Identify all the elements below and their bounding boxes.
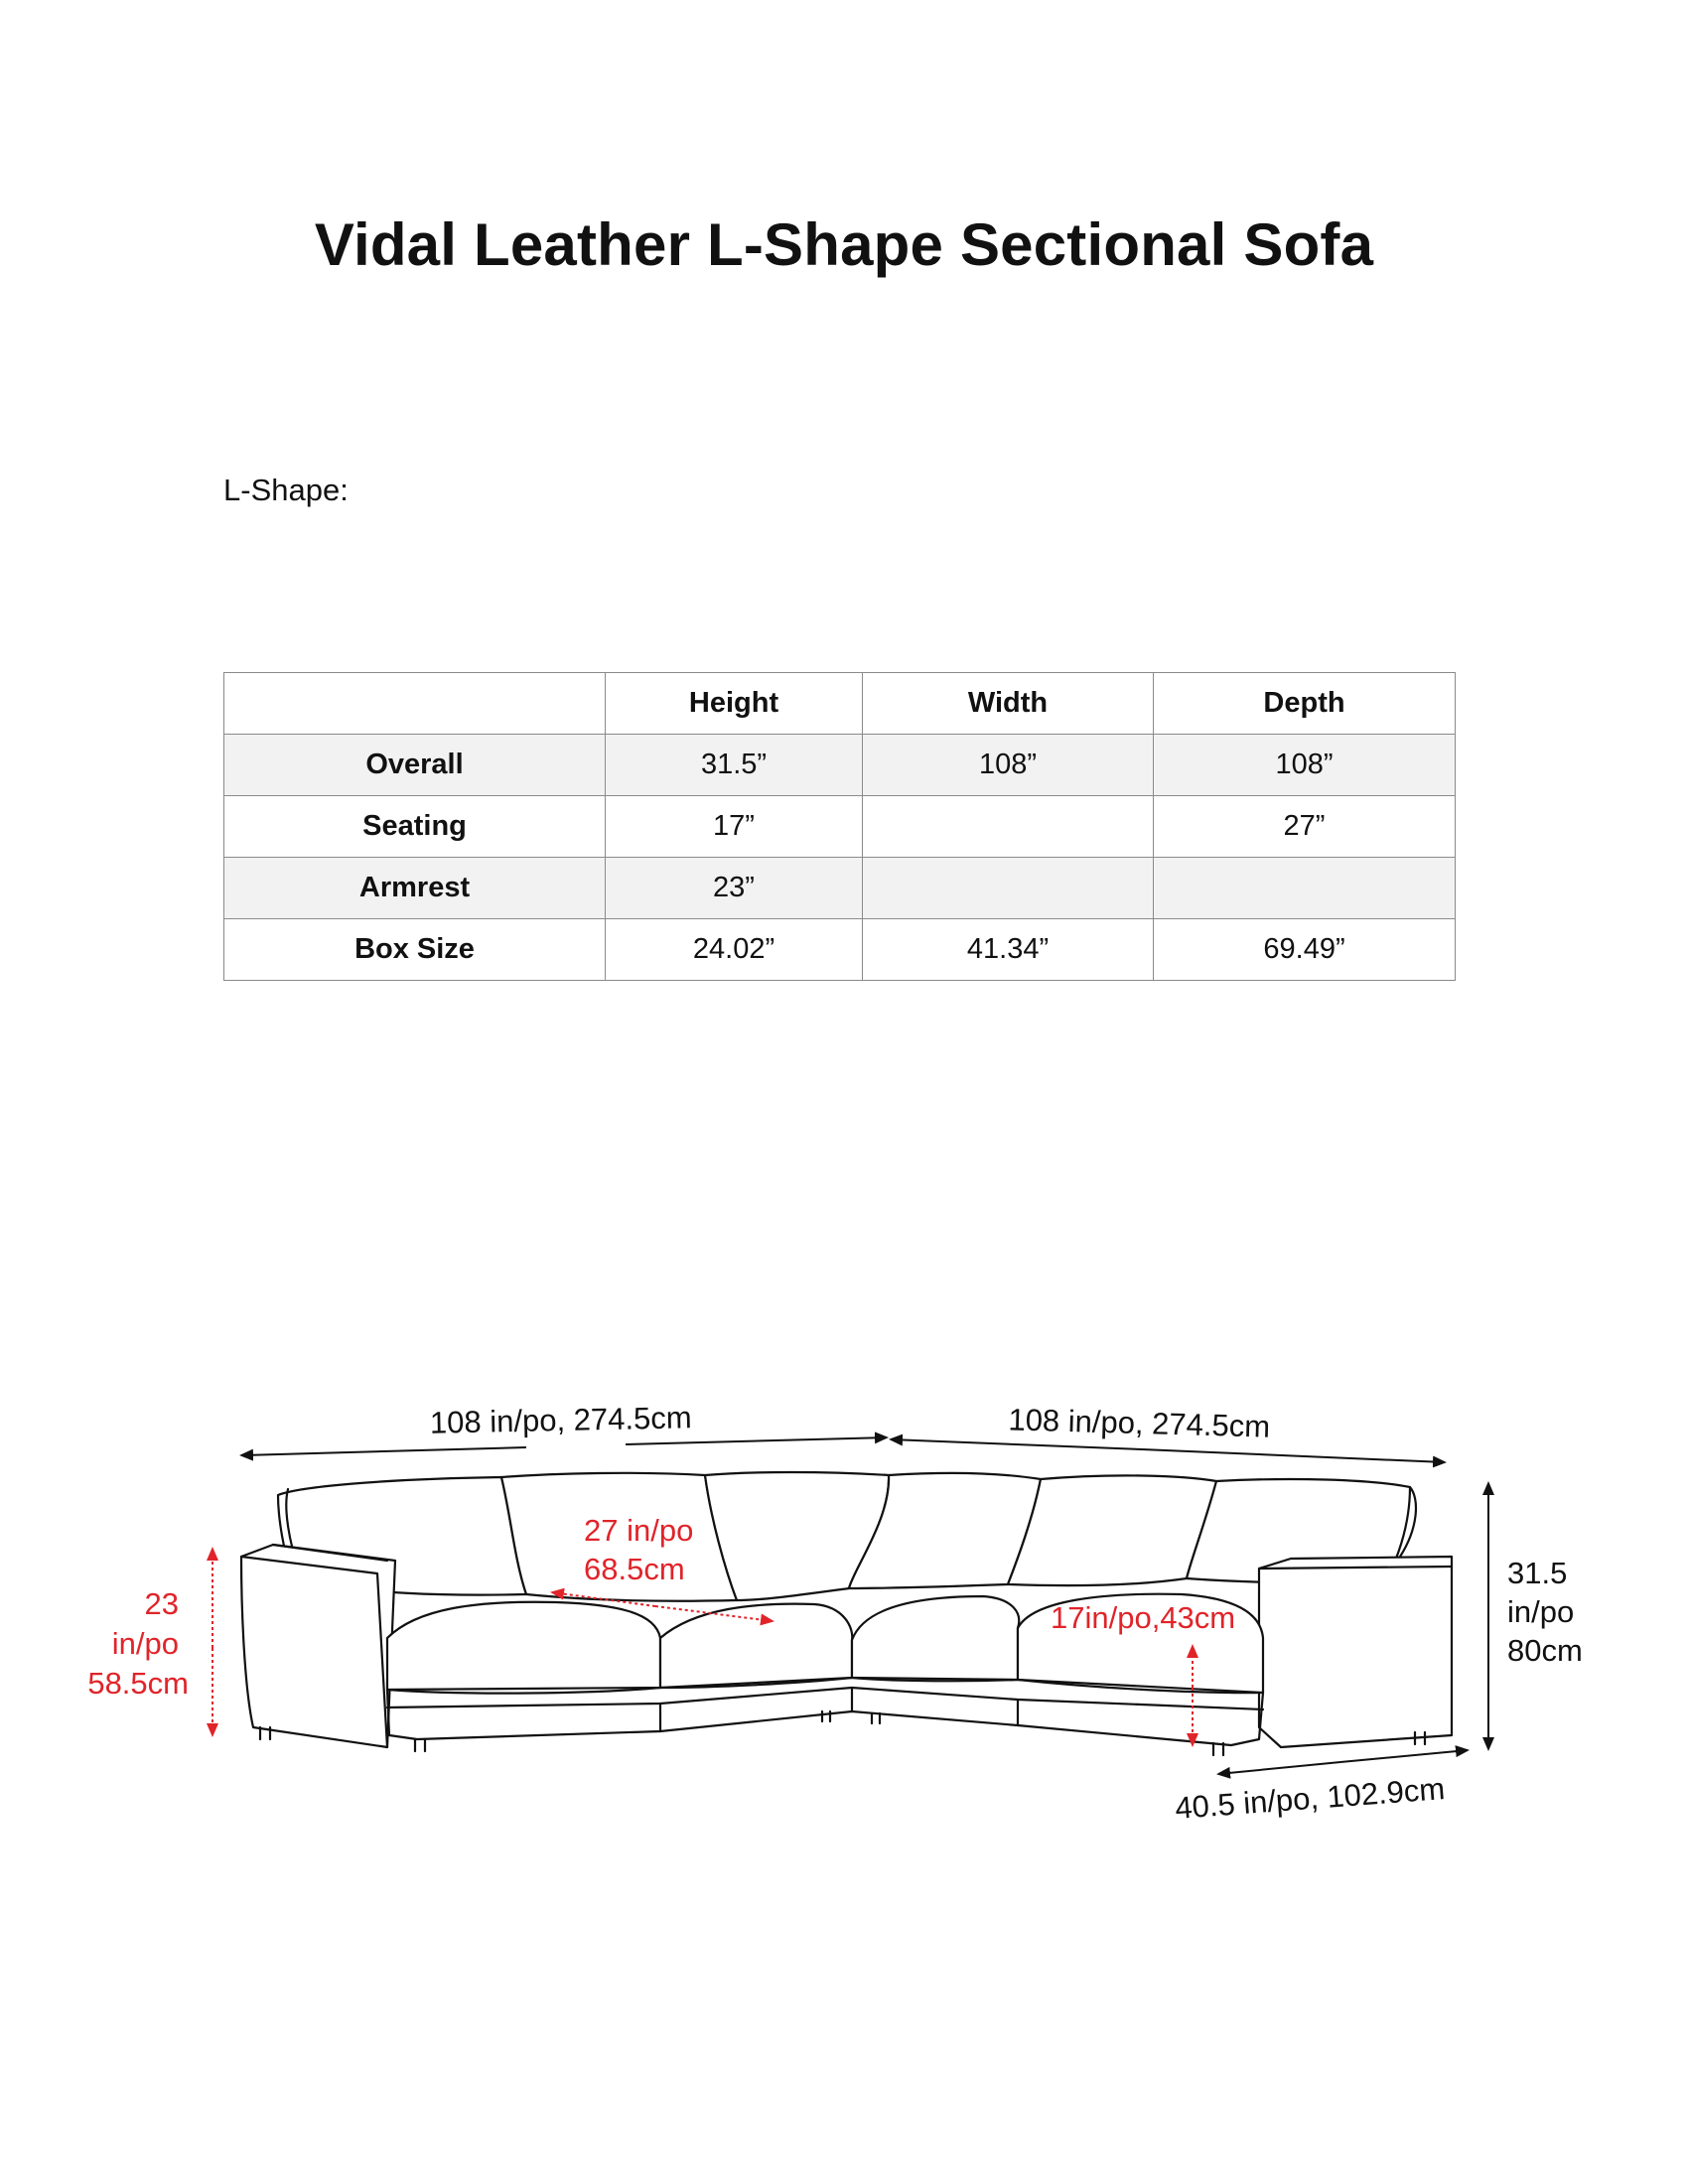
header-cell-depth: Depth [1154,673,1456,735]
table-row [224,796,1456,858]
row-label: Overall [224,735,606,796]
right-width-label: 108 in/po, 274.5cm [1008,1402,1271,1444]
chaise-depth-arrow-right [1340,1750,1468,1762]
cell-depth: 69.49” [1154,919,1456,981]
total-height-label-line1: 31.5 [1507,1556,1568,1590]
left-width-arrow-right [626,1437,887,1444]
cell-width: 108” [863,735,1154,796]
armrest-height-label-line2: in/po [111,1626,179,1661]
header-cell-width: Width [863,673,1154,735]
page-title: Vidal Leather L-Shape Sectional Sofa [314,211,1374,278]
cell-width [863,796,1154,858]
seat-height-label: 17in/po,43cm [1051,1600,1236,1635]
chaise-depth-arrow-left [1218,1762,1340,1774]
cell-depth [1154,858,1456,919]
right-width-arrow-left [891,1439,1142,1449]
chaise-depth-label: 40.5 in/po, 102.9cm [1174,1771,1447,1826]
cell-width: 41.34” [863,919,1154,981]
armrest-height-label-line1: 23 [144,1586,179,1621]
cell-width [863,858,1154,919]
row-label: Armrest [224,858,606,919]
left-width-label: 108 in/po, 274.5cm [429,1400,692,1440]
right-width-arrow-right [1142,1449,1445,1462]
cell-height: 31.5” [606,735,863,796]
left-width-arrow-left [241,1447,526,1455]
seat-depth-label-line2: 68.5cm [584,1552,685,1586]
table-row [224,735,1456,796]
table-header-row [224,673,1456,735]
cell-height: 24.02” [606,919,863,981]
seat-depth-label-line1: 27 in/po [584,1513,694,1548]
row-label: Box Size [224,919,606,981]
cell-height: 17” [606,796,863,858]
table-row [224,919,1456,981]
cell-depth: 27” [1154,796,1456,858]
sofa-diagram [0,1370,1688,1886]
header-cell-height: Height [606,673,863,735]
header-cell-empty [224,673,606,735]
total-height-label-line3: 80cm [1507,1633,1583,1668]
total-height-label-line2: in/po [1507,1594,1575,1629]
cell-depth: 108” [1154,735,1456,796]
row-label: Seating [224,796,606,858]
armrest-height-label-line3: 58.5cm [87,1666,189,1701]
section-label: L-Shape: [223,473,349,507]
table-row [224,858,1456,919]
cell-height: 23” [606,858,863,919]
dimensions-table [223,672,1456,981]
sofa-outline [241,1472,1452,1755]
